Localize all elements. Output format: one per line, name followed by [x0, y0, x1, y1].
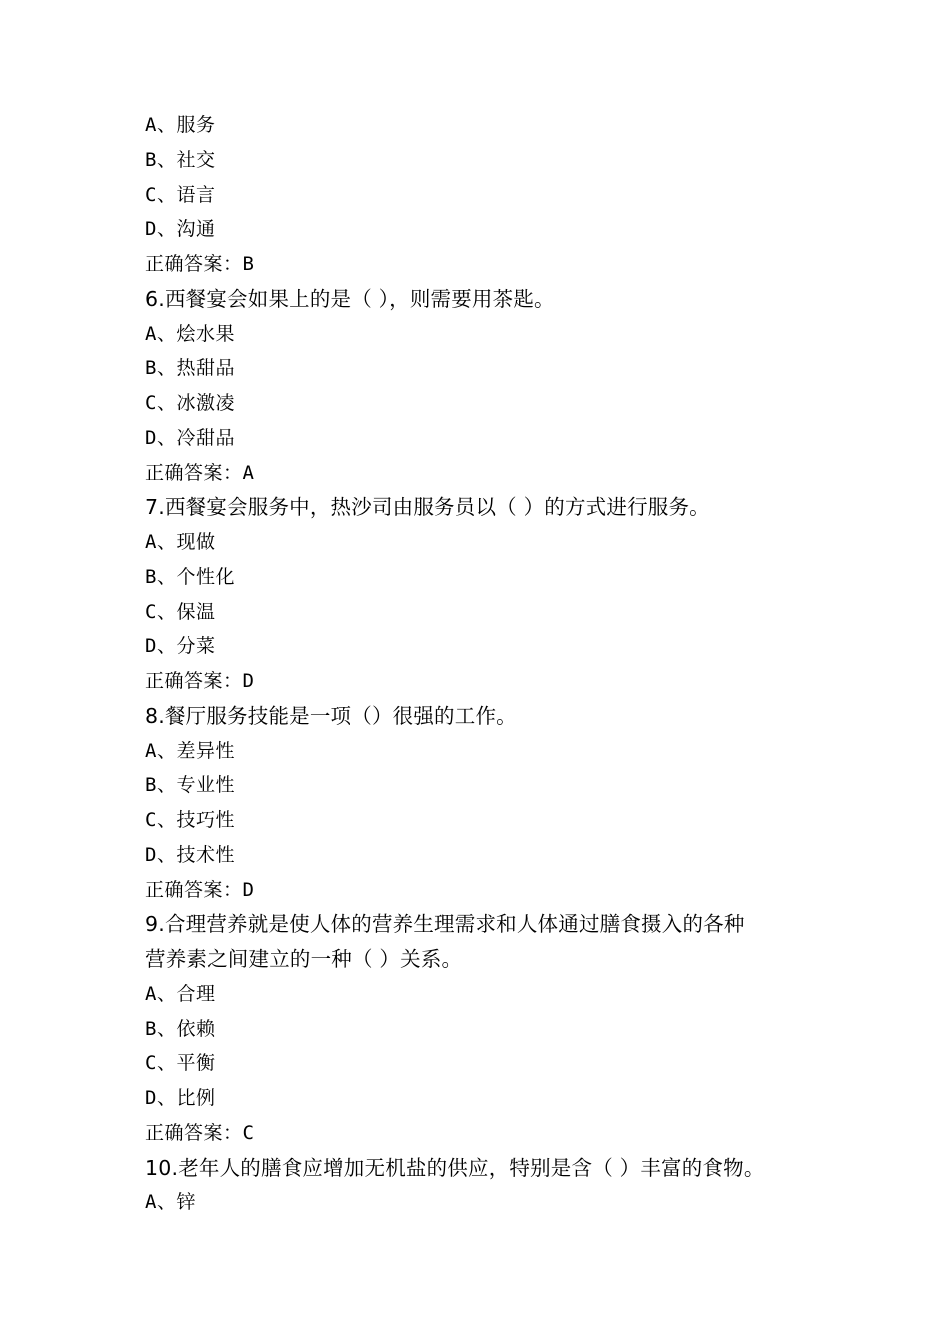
answer-option: A、差异性	[145, 739, 235, 762]
answer-option: A、烩水果	[145, 322, 235, 345]
question-text: 6.西餐宴会如果上的是（ ），则需要用茶匙。	[145, 286, 555, 311]
answer-option: C、保温	[145, 600, 216, 623]
answer-option: D、分菜	[145, 635, 216, 658]
answer-option: A、锌	[145, 1191, 196, 1214]
answer-option: A、合理	[145, 982, 216, 1005]
answer-option: B、社交	[145, 148, 216, 171]
answer-option: B、依赖	[145, 1017, 216, 1040]
answer-option: A、服务	[145, 114, 216, 136]
correct-answer: 正确答案：C	[145, 1121, 255, 1144]
answer-option: C、平衡	[145, 1052, 216, 1075]
question-text: 7.西餐宴会服务中，热沙司由服务员以（ ）的方式进行服务。	[145, 495, 710, 520]
answer-option: C、技巧性	[145, 809, 235, 831]
answer-option: D、比例	[145, 1087, 216, 1109]
document-page	[145, 108, 845, 1220]
answer-option: A、现做	[145, 531, 216, 553]
answer-option: D、冷甜品	[145, 426, 235, 449]
question-text: 10.老年人的膳食应增加无机盐的供应，特别是含（ ）丰富的食物。	[145, 1155, 765, 1180]
answer-option: D、技术性	[145, 843, 235, 866]
correct-answer: 正确答案：B	[145, 253, 255, 275]
correct-answer: 正确答案：A	[145, 461, 255, 484]
answer-option: D、沟通	[145, 218, 216, 241]
answer-option: B、热甜品	[145, 357, 235, 380]
question-text: 8.餐厅服务技能是一项（）很强的工作。	[145, 703, 517, 728]
correct-answer: 正确答案：D	[145, 670, 255, 692]
question-text: 营养素之间建立的一种（ ）关系。	[145, 947, 463, 971]
answer-option: C、语言	[145, 183, 216, 206]
answer-option: C、冰激凌	[145, 392, 235, 414]
answer-option: B、个性化	[145, 565, 235, 588]
answer-option: B、专业性	[145, 774, 235, 797]
correct-answer: 正确答案：D	[145, 878, 255, 901]
question-text: 9.合理营养就是使人体的营养生理需求和人体通过膳食摄入的各种	[145, 912, 745, 937]
